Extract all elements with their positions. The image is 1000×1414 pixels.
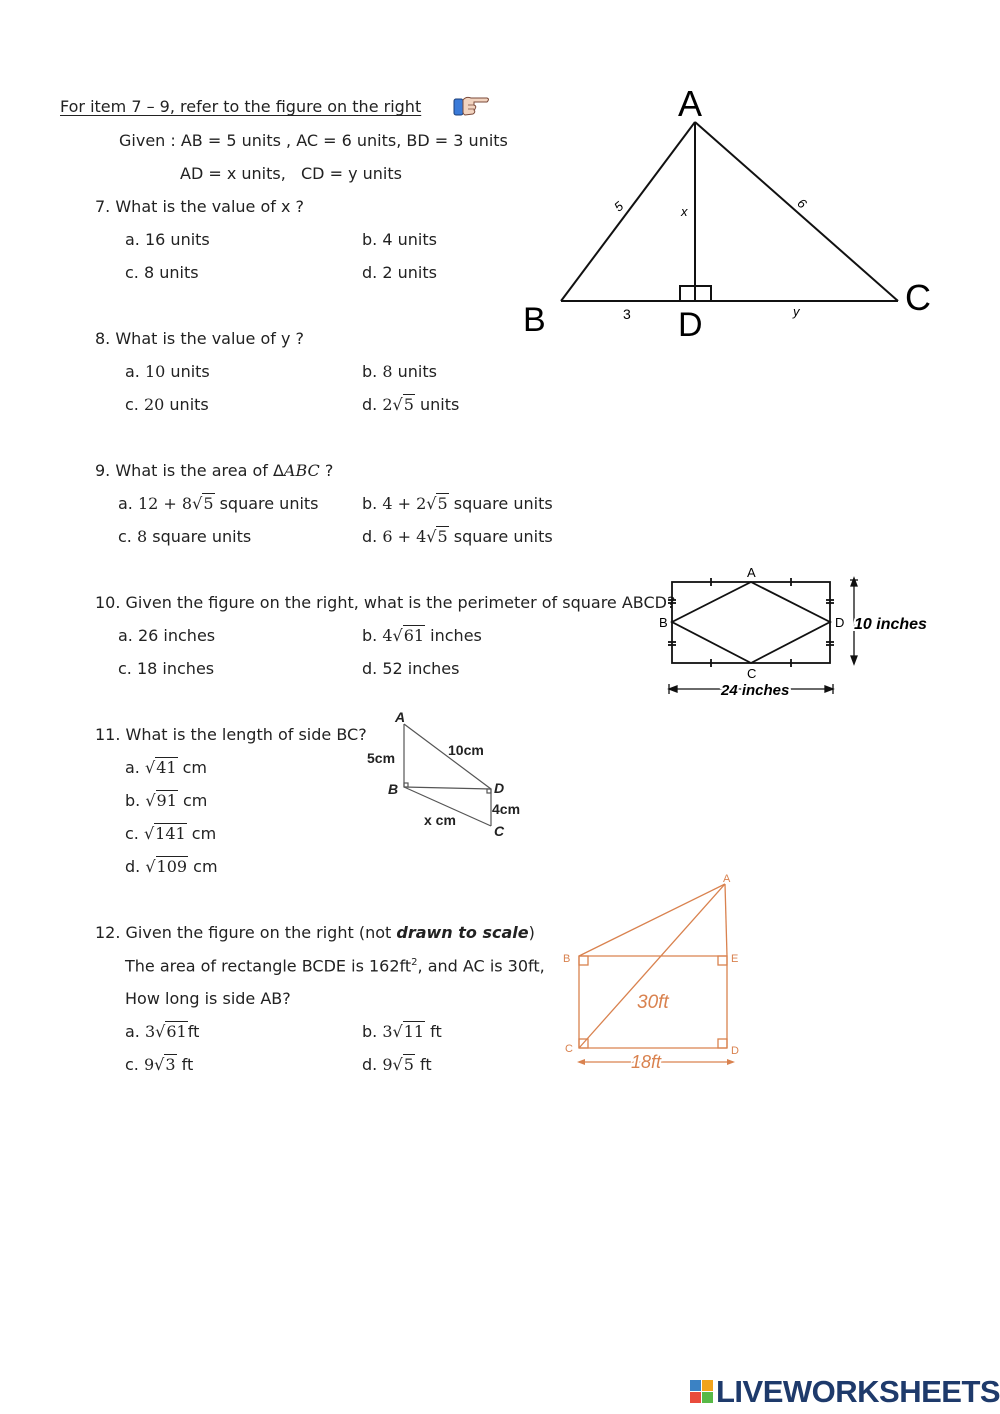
two-triangles-figure bbox=[360, 705, 540, 845]
fig3-label-c: C bbox=[494, 823, 505, 839]
fig3-label-ab: 5cm bbox=[367, 750, 396, 766]
given-cd: CD = y units bbox=[301, 164, 402, 183]
q7-option-d[interactable]: d. 2 units bbox=[362, 263, 437, 282]
q10-option-d[interactable]: d. 52 inches bbox=[362, 659, 460, 678]
fig2-label-a: A bbox=[747, 565, 756, 580]
question-8-stem: 8. What is the value of y ? bbox=[95, 329, 305, 348]
fig3-label-dc: 4cm bbox=[492, 801, 521, 817]
fig1-label-b: B bbox=[523, 301, 546, 339]
q10-option-c[interactable]: c. 18 inches bbox=[118, 659, 215, 678]
fig4-label-d: D bbox=[731, 1045, 739, 1057]
fig4-label-a: A bbox=[723, 873, 731, 885]
fig1-label-ac: 6 bbox=[794, 195, 810, 212]
q11-option-b[interactable]: b. √91 cm bbox=[125, 791, 208, 810]
question-12-line-2: The area of rectangle BCDE is $162ft^2$, and AC is 30ft, bbox=[125, 956, 545, 976]
triangle-abc-figure bbox=[515, 80, 945, 345]
fig3-label-bc: x cm bbox=[424, 812, 456, 828]
fig3-label-a: A bbox=[395, 709, 406, 725]
q9-option-a[interactable]: a. 12 + 8√5 square units bbox=[118, 494, 319, 513]
given-line-1: Given : AB = 5 units , AC = 6 units, BD = 3 units bbox=[119, 131, 508, 150]
q11-option-c[interactable]: c. √141 cm bbox=[125, 824, 217, 843]
fig3-label-b: B bbox=[388, 781, 399, 797]
fig1-label-ad: x bbox=[681, 204, 688, 219]
logo-grid-icon bbox=[690, 1380, 713, 1403]
q12-option-b[interactable]: b. 3√11 ft bbox=[362, 1022, 442, 1041]
section-header: For item 7 – 9, refer to the figure on the right bbox=[60, 97, 422, 116]
q12-option-d[interactable]: d. 9√5 ft bbox=[362, 1055, 432, 1074]
fig1-label-bd: 3 bbox=[623, 306, 631, 322]
q11-option-d[interactable]: d. √109 cm bbox=[125, 857, 218, 876]
liveworksheets-logo[interactable] bbox=[690, 1374, 1000, 1408]
pointing-hand-icon bbox=[452, 92, 492, 118]
q7-option-c[interactable]: c. 8 units bbox=[125, 263, 199, 282]
fig2-label-height: 10 inches bbox=[854, 616, 927, 633]
fig4-label-c: C bbox=[565, 1043, 573, 1055]
q9-option-d[interactable]: d. 6 + 4√5 square units bbox=[362, 527, 553, 546]
q8-option-b[interactable]: b. 8 units bbox=[362, 362, 437, 381]
question-12-line-3: How long is side AB? bbox=[125, 989, 291, 1008]
q11-option-a[interactable]: a. √41 cm bbox=[125, 758, 208, 777]
fig3-label-d: D bbox=[494, 780, 505, 796]
fig4-label-cd: 18ft bbox=[631, 1052, 662, 1072]
given-ad: AD = x units, bbox=[180, 164, 286, 183]
fig1-label-dc: y bbox=[793, 304, 800, 319]
fig1-label-a: A bbox=[678, 83, 703, 124]
fig2-label-b: B bbox=[659, 615, 668, 630]
fig4-label-ac: 30ft bbox=[637, 992, 669, 1013]
q8-option-c[interactable]: c. 20 units bbox=[125, 395, 209, 414]
question-9-stem: 9. What is the area of ΔABC ? bbox=[95, 461, 334, 480]
rhombus-rectangle-figure bbox=[655, 562, 945, 702]
q9-option-c[interactable]: c. 8 square units bbox=[118, 527, 252, 546]
question-10-stem: 10. Given the figure on the right, what is the perimeter of square ABCD? bbox=[95, 593, 676, 612]
q12-option-c[interactable]: c. 9√3 ft bbox=[125, 1055, 194, 1074]
logo-text: LIVEWORKSHEETS bbox=[716, 1373, 1000, 1409]
fig2-label-width: 24 inches bbox=[721, 682, 790, 699]
fig1-label-c: C bbox=[905, 277, 931, 318]
q8-option-a[interactable]: a. 10 units bbox=[125, 362, 210, 381]
q10-option-b[interactable]: b. 4√61 inches bbox=[362, 626, 482, 645]
fig1-label-ab: 5 bbox=[611, 198, 627, 215]
q9-option-b[interactable]: b. 4 + 2√5 square units bbox=[362, 494, 553, 513]
question-11-stem: 11. What is the length of side BC? bbox=[95, 725, 367, 744]
fig2-label-d: D bbox=[835, 615, 845, 630]
q8-option-d[interactable]: d. 2√5 units bbox=[362, 395, 460, 414]
q10-option-a[interactable]: a. 26 inches bbox=[118, 626, 216, 645]
question-7-stem: 7. What is the value of x ? bbox=[95, 197, 305, 216]
q7-option-b[interactable]: b. 4 units bbox=[362, 230, 437, 249]
question-12-stem: 12. Given the figure on the right (not drawn to scale) bbox=[95, 923, 535, 942]
fig3-label-ad: 10cm bbox=[448, 742, 484, 758]
q7-option-a[interactable]: a. 16 units bbox=[125, 230, 210, 249]
fig4-label-e: E bbox=[731, 953, 739, 965]
fig4-label-b: B bbox=[563, 953, 571, 965]
fig1-label-d: D bbox=[678, 306, 703, 344]
fig2-label-c: C bbox=[747, 666, 757, 681]
rectangle-bcde-figure bbox=[555, 872, 755, 1077]
q12-option-a[interactable]: a. 3√61ft bbox=[125, 1022, 200, 1041]
